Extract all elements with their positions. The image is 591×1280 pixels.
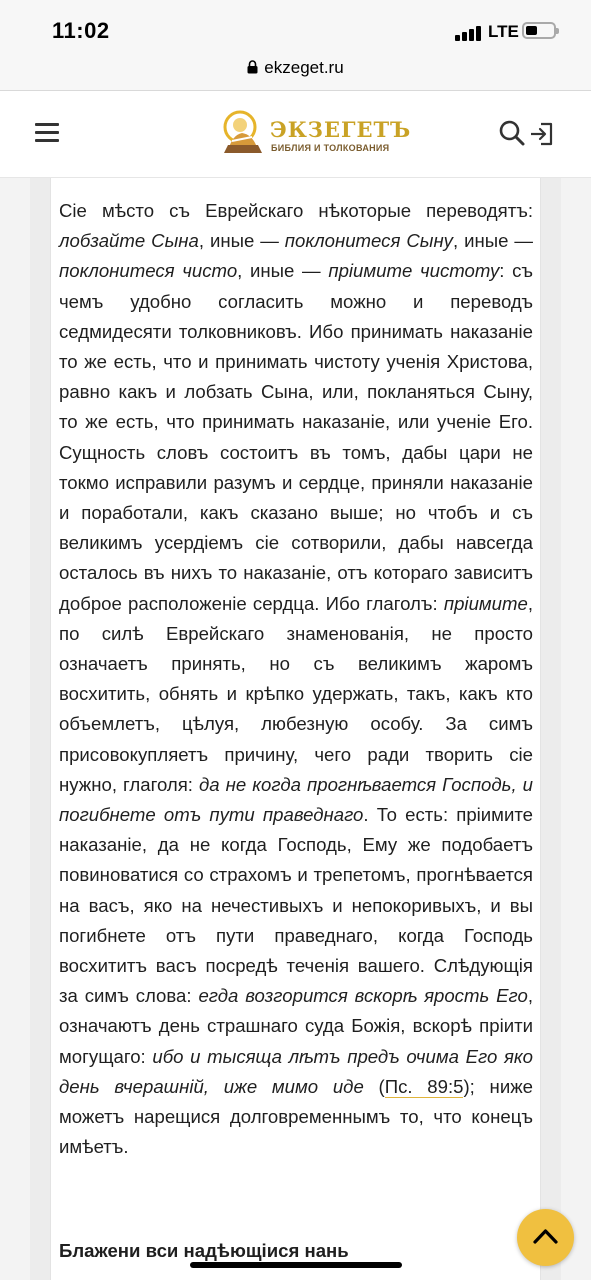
- search-icon[interactable]: [498, 119, 526, 152]
- home-indicator[interactable]: [190, 1262, 402, 1268]
- next-verse-heading: Блажени вси надѣющiися нань: [59, 1240, 349, 1261]
- status-time: 11:02: [52, 18, 110, 43]
- network-type: LTE: [488, 22, 519, 41]
- chevron-up-icon: [533, 1227, 558, 1245]
- page-content: [0, 178, 591, 1280]
- site-logo[interactable]: [218, 107, 412, 161]
- login-icon[interactable]: [529, 121, 555, 152]
- site-header: [0, 91, 591, 178]
- menu-icon[interactable]: [35, 123, 59, 143]
- scripture-reference-link[interactable]: Пс. 89:5: [384, 1075, 464, 1097]
- scroll-to-top-button[interactable]: [517, 1209, 574, 1266]
- lock-icon: [247, 59, 258, 79]
- commentary-text: Сiе мѣсто съ Еврейскаго нѣкоторые переводятъ: лобзайте Сына, иные — поклонитеся Сыну, иные — поклонитеся чисто, иные — прiимите чистоту: съ чемъ удобно согласить можно и переводъ седмидесяти толковниковъ. Ибо принимать наказанiе то же есть, что и принимать чистоту ученiя Христова, равно какъ и лобзать Сына, или, покланяться Сыну, то же есть, что принимать наказанiе, или ученiе Его. Сущность словъ состоитъ въ томъ, дабы цари не токмо исправили разумъ и сердце, приняли наказанiе и поработали, какъ сказано выше; но чтобъ и съ великимъ усердiемъ сiе сотворили, дабы навсегда осталось въ нихъ то наказанiе, отъ котораго зависитъ доброе расположенiе сердца. Ибо глаголъ: прiимите, по силѣ Еврейскаго знаменованiя, не просто означаетъ принять, но съ великимъ жаромъ восхитить, обнять и крѣпко удержать, такъ, какъ кто объемлетъ, цѣлуя, любезную особу. За симъ присовокупляетъ причину, чего ради творить сiе нужно, глаголя: да не когда прогнѣвается Господь, и погибнете отъ пути праведнаго. То есть: прiимите наказанiе, да не когда Господь, Ему же подобаетъ повиноватися со страхомъ и трепетомъ, прогнѣвается на васъ, яко на нечестивыхъ и непокоривыхъ, и вы погибнете отъ пути праведнаго, когда Господь восхититъ васъ посредѣ теченiя вашего. Слѣдующiя за симъ слова: егда возгорится вскорѣ ярость Его, означаютъ день страшнаго суда Божiя, вскорѣ прiити могущаго: ибо и тысяща лѣтъ предъ очима Его яко день вчерашнiй, иже мимо иде (Пс. 89:5); ниже можетъ нарещися долговременнымъ то, что конецъ имѣетъ.: [59, 200, 534, 1158]
- signal-icon: [455, 25, 483, 41]
- logo-subtitle: БИБЛИЯ И ТОЛКОВАНИЯ: [271, 143, 390, 153]
- logo-emblem: [218, 107, 268, 157]
- status-bar: [0, 0, 591, 54]
- logo-title: ЭКЗЕГЕТЪ: [270, 117, 412, 142]
- browser-url-bar[interactable]: [0, 54, 591, 91]
- url-text[interactable]: ekzeget.ru: [264, 58, 344, 77]
- battery-icon: [522, 22, 556, 39]
